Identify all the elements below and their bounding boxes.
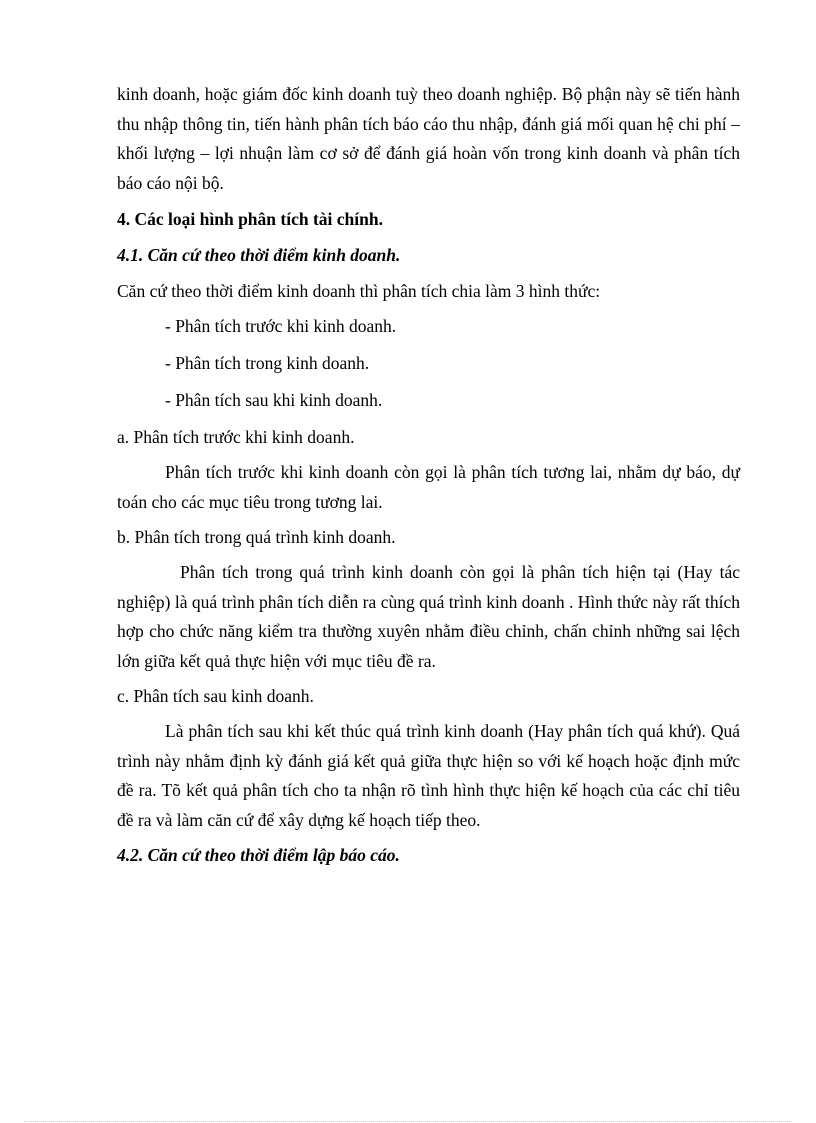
list-item: - Phân tích sau khi kinh doanh. xyxy=(165,390,383,410)
list-item: - Phân tích trước khi kinh doanh. xyxy=(165,316,397,336)
paragraph-a: Phân tích trước khi kinh doanh còn gọi là phân tích tương lai, nhằm dự báo, dự toán cho các mục tiêu trong tương lai. xyxy=(117,462,740,512)
paragraph-b: Phân tích trong quá trình kinh doanh còn gọi là phân tích hiện tại (Hay tác nghiệp) là quá trình phân tích diễn ra cùng quá trình kinh doanh . Hình thức này rất thích hợp cho chức năng kiểm tra thường xuyên nhằm điều chỉnh, chấn chỉnh những sai lệch lớn giữa kết quả thực hiện với mục tiêu đề ra. xyxy=(117,562,740,671)
section-heading-4: 4. Các loại hình phân tích tài chính. xyxy=(117,209,383,229)
subheading-c: c. Phân tích sau kinh doanh. xyxy=(117,686,314,706)
paragraph-4-1: Căn cứ theo thời điểm kinh doanh thì phân tích chia làm 3 hình thức: xyxy=(117,281,601,301)
subsection-heading-4-1: 4.1. Căn cứ theo thời điểm kinh doanh. xyxy=(117,245,401,265)
paragraph-c: Là phân tích sau khi kết thúc quá trình kinh doanh (Hay phân tích quá khứ). Quá trình này nhằm định kỳ đánh giá kết quả giữa thực hiện so với kế hoạch hoặc định mức đề ra. Tõ kết quả phân tích cho ta nhận rõ tình hình thực hiện kế hoạch của các chỉ tiêu đề ra và làm căn cứ để xây dựng kế hoạch tiếp theo. xyxy=(117,721,740,830)
subheading-b: b. Phân tích trong quá trình kinh doanh. xyxy=(117,527,396,547)
subheading-a: a. Phân tích trước khi kinh doanh. xyxy=(117,427,355,447)
document-page xyxy=(117,80,740,877)
intro-paragraph: kinh doanh, hoặc giám đốc kinh doanh tuỳ theo doanh nghiệp. Bộ phận này sẽ tiến hành thu nhập thông tin, tiến hành phân tích báo cáo thu nhập, đánh giá mối quan hệ chi phí – khối lượng – lợi nhuận làm cơ sở để đánh giá hoàn vốn trong kinh doanh và phân tích báo cáo nội bộ. xyxy=(117,84,740,193)
subsection-heading-4-2: 4.2. Căn cứ theo thời điểm lập báo cáo. xyxy=(117,845,400,865)
page-bottom-border xyxy=(24,1121,792,1122)
list-item: - Phân tích trong kinh doanh. xyxy=(165,353,370,373)
